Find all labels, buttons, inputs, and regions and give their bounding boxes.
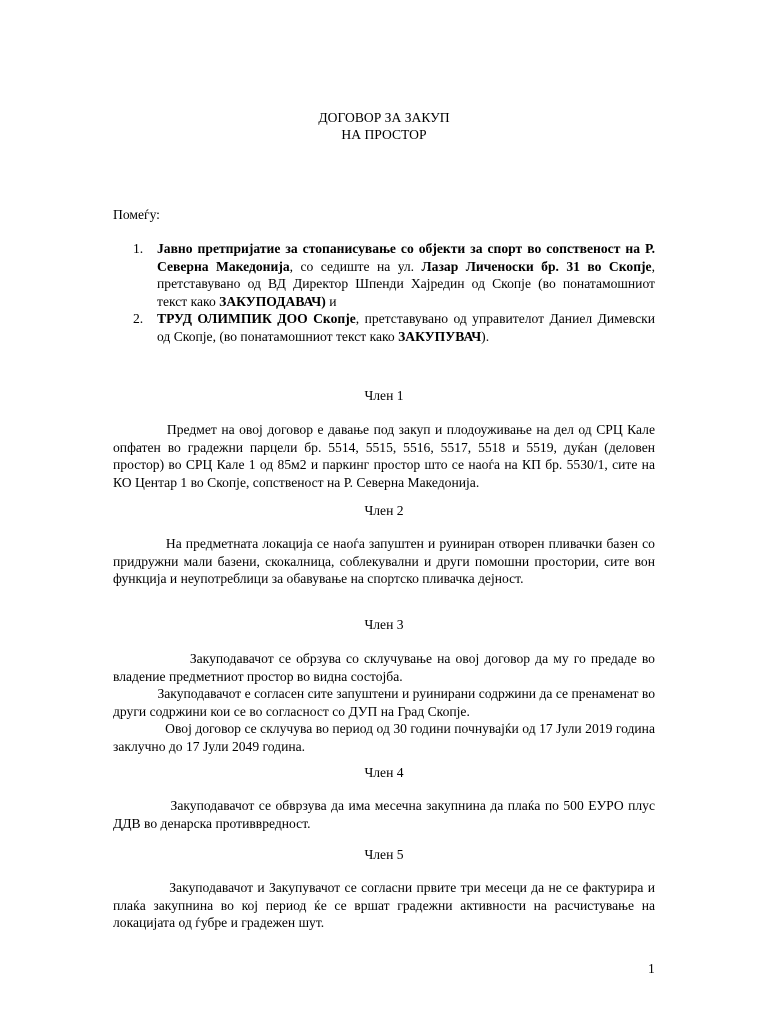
article-1-body [113,421,659,491]
article-4-paragraph-1: Закуподавачот се обврзува да има месечна закупнина да плаќа по 500 ЕУРО плус ДДВ во денарска противвредност. [113,798,659,831]
article-1-heading: Член 1 [364,388,404,403]
party-2-role: ЗАКУПУВАЧ [398,328,482,344]
document-title [0,109,768,143]
article-5-heading: Член 5 [364,847,404,862]
article-4-heading: Член 4 [364,765,404,780]
party-2-number: 2. [133,311,144,326]
party-1-suffix: и [325,293,337,309]
between-label: Помеѓу: [113,207,160,222]
parties-list [133,240,655,345]
article-2-heading: Член 2 [364,503,404,518]
article-5-body [113,879,659,932]
party-1-address: Лазар Личеноски бр. 31 во Скопје [421,258,652,274]
party-1-representative: , претставувано од ВД Директор Шпенди Хајредин од Скопје (во понатамошниот текст како [157,258,655,309]
page-number: 1 [648,961,655,976]
article-4-body [113,797,659,832]
party-1-name: Јавно претпријатие за стопанисување со објекти за спорт во сопственост на Р. Северна Македонија [157,241,655,274]
article-3-paragraph-3: Овој договор се склучува во период од 30 години почнувајќи од 17 Јули 2019 година заклучно до 17 Јули 2049 година. [113,721,659,754]
party-2-suffix: ). [481,328,490,344]
party-1 [133,240,655,310]
article-3-paragraph-2: Закуподавачот е согласен сите запуштени и руинирани содржини да се пренаменат во други содржини кои се во согласност со ДУП на Град Скопје. [113,686,659,719]
party-2-representative: , претставувано од управителот Даниел Димевски од Скопје, (во понатамошниот текст како [157,311,655,344]
title-line-1: ДОГОВОР ЗА ЗАКУП [318,110,450,125]
party-2-name: ТРУД ОЛИМПИК ДОО Скопје [157,311,356,326]
party-2 [133,310,655,345]
article-2-paragraph-1: На предметната локација се наоѓа запуштен и руиниран отворен пливачки базен со придружни мали базени, скокалница, соблекувални и други помошни простории, сите вон функција и неупотреблици за обавување на спортско пливачка дејност. [113,536,659,586]
article-2-body [113,535,659,588]
title-line-2: НА ПРОСТОР [341,127,427,142]
party-1-seat-prefix: , со седиште на ул. [289,258,422,274]
article-3-body [113,650,659,755]
article-3-heading: Член 3 [364,617,404,632]
article-5-paragraph-1: Закуподавачот и Закупувачот се согласни првите три месеци да не се фактурира и плаќа закупнина во кој период ќе се вршат градежни активности на расчистување на локацијата од ѓубре и градежен шут. [113,880,659,930]
article-3-paragraph-1: Закуподавачот се обрзува со склучување на овој договор да му го предаде во владение предметниот простор во видна состојба. [113,651,659,684]
article-1-paragraph-1: Предмет на овој договор е давање под закуп и плодоуживање на дел од СРЦ Кале опфатен во градежни парцели бр. 5514, 5515, 5516, 5517, 5518 и 5519, дуќан (деловен простор) во СРЦ Кале 1 од 85м2 и паркинг простор што се наоѓа на КП бр. 5530/1, сите на КО Центар 1 во Скопје, сопственост на Р. Северна Македонија. [113,422,659,490]
party-1-number: 1. [133,241,144,256]
party-1-role: ЗАКУПОДАВАЧ) [219,293,326,309]
